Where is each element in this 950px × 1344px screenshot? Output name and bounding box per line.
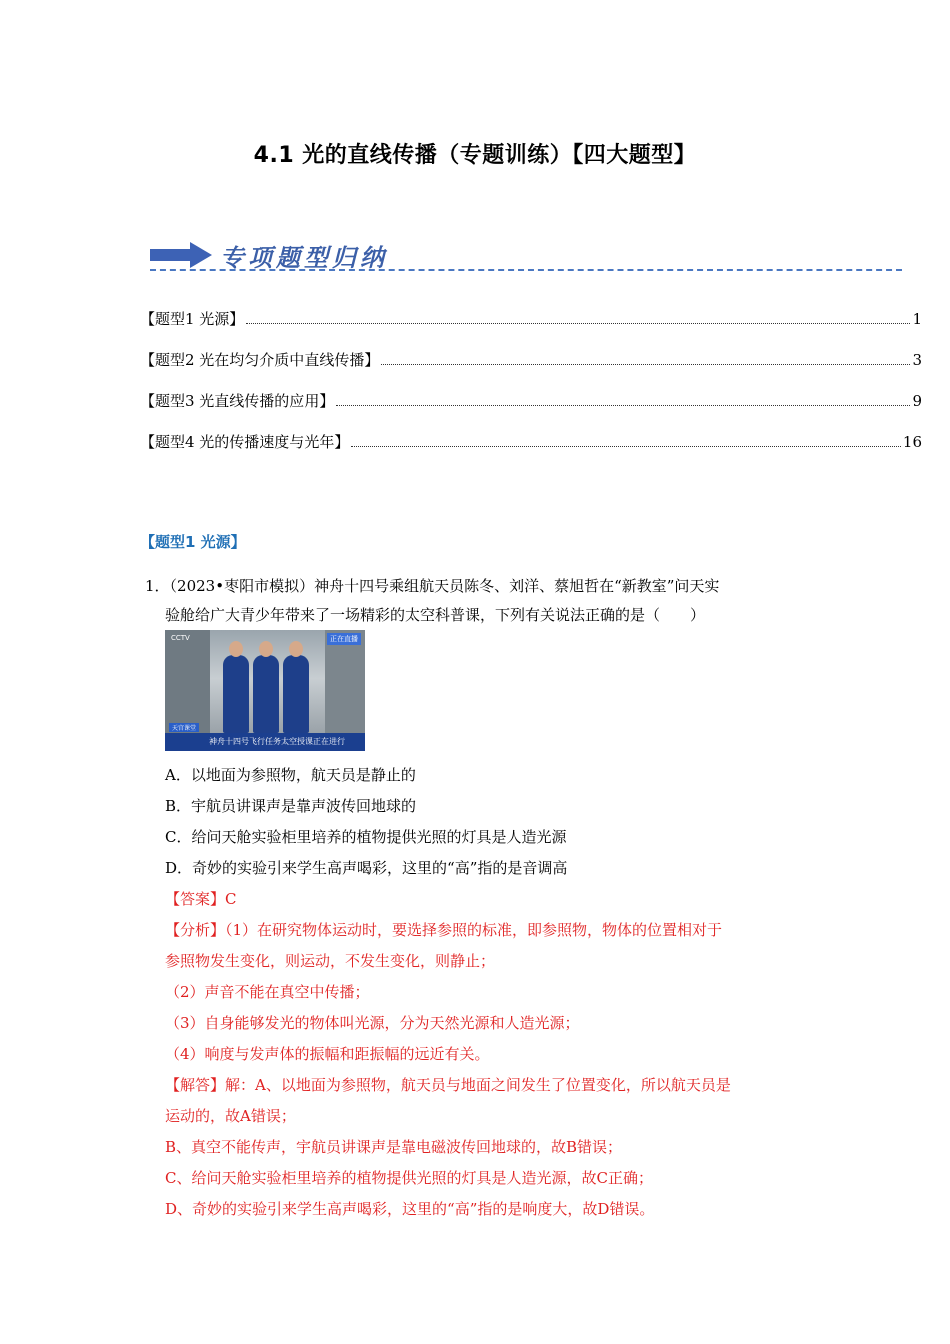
toc-entry[interactable] xyxy=(140,349,922,390)
solution-line: 【解答】解：A、以地面为参照物，航天员与地面之间发生了位置变化，所以航天员是 xyxy=(165,1076,731,1094)
solution-line: B、真空不能传声，宇航员讲课声是靠电磁波传回地球的，故B错误； xyxy=(165,1138,623,1156)
question-stem xyxy=(145,572,825,630)
toc-entry-page: 9 xyxy=(912,392,922,410)
solution-line: C、给问天舱实验柜里培养的植物提供光照的灯具是人造光源，故C正确； xyxy=(165,1169,653,1187)
astronaut-figure xyxy=(283,655,309,733)
toc-leader xyxy=(381,350,910,365)
section-banner xyxy=(150,236,902,276)
toc-entry[interactable] xyxy=(140,390,922,431)
analysis-line: 【分析】（1）在研究物体运动时，要选择参照的标准，即参照物，物体的位置相对于 xyxy=(165,921,723,939)
answer-line xyxy=(165,884,825,915)
option-a: A．以地面为参照物，航天员是静止的 xyxy=(165,766,416,784)
analysis-line: 参照物发生变化，则运动，不发生变化，则静止； xyxy=(165,952,496,970)
toc-entry-page: 3 xyxy=(912,351,922,369)
analysis-line: （3）自身能够发光的物体叫光源，分为天然光源和人造光源； xyxy=(165,1014,580,1032)
arrow-right-icon xyxy=(150,242,212,268)
option-b: B．宇航员讲课声是靠声波传回地球的 xyxy=(165,797,417,815)
toc-entry-label: 【题型2 光在均匀介质中直线传播】 xyxy=(140,351,380,369)
toc-leader xyxy=(351,432,901,447)
analysis-line: （2）声音不能在真空中传播； xyxy=(165,983,370,1001)
astronaut-figure xyxy=(253,655,279,733)
toc-entry[interactable] xyxy=(140,431,922,472)
answer-explanation xyxy=(165,884,825,1225)
program-tag: 天宫课堂 xyxy=(169,723,199,732)
answer-label: 【答案】 xyxy=(165,890,226,908)
toc-entry-label: 【题型4 光的传播速度与光年】 xyxy=(140,433,350,451)
option-d: D．奇妙的实验引来学生高声喝彩，这里的“高”指的是音调高 xyxy=(165,859,568,877)
section-heading: 【题型1 光源】 xyxy=(140,533,246,551)
toc-entry-label: 【题型1 光源】 xyxy=(140,310,245,328)
toc-entry-page: 16 xyxy=(902,433,922,451)
question-number: 1． xyxy=(145,577,170,595)
table-of-contents xyxy=(140,308,922,472)
question-line-2: 验舱给广大青少年带来了一场精彩的太空科普课，下列有关说法正确的是（ ） xyxy=(165,606,706,624)
option-c: C．给问天舱实验柜里培养的植物提供光照的灯具是人造光源 xyxy=(165,828,567,846)
banner-divider xyxy=(150,269,902,271)
answer-options xyxy=(165,760,825,884)
question-line-1 xyxy=(145,572,825,601)
astronaut-figure xyxy=(223,655,249,733)
toc-entry-label: 【题型3 光直线传播的应用】 xyxy=(140,392,335,410)
toc-entry-page: 1 xyxy=(912,310,922,328)
answer-value: C xyxy=(225,890,237,908)
toc-leader xyxy=(246,309,910,324)
banner-title: 专项题型归纳 xyxy=(220,243,388,272)
solution-line: D、奇妙的实验引来学生高声喝彩，这里的“高”指的是响度大，故D错误。 xyxy=(165,1200,655,1218)
question-text-1: （2023•枣阳市模拟）神舟十四号乘组航天员陈冬、刘洋、蔡旭哲在“新教室”问天实 xyxy=(169,577,720,595)
broadcast-logo: CCTV xyxy=(171,634,190,642)
photo-caption: 神舟十四号飞行任务太空授课正在进行 xyxy=(165,733,365,751)
astronaut-photo xyxy=(165,630,365,751)
analysis-line: （4）响度与发声体的振幅和距振幅的远近有关。 xyxy=(165,1045,490,1063)
toc-entry[interactable] xyxy=(140,308,922,349)
live-tag: 正在直播 xyxy=(327,633,361,645)
page-title: 4.1 光的直线传播（专题训练）【四大题型】 xyxy=(253,143,697,168)
solution-line: 运动的，故A错误； xyxy=(165,1107,296,1125)
toc-leader xyxy=(336,391,910,406)
